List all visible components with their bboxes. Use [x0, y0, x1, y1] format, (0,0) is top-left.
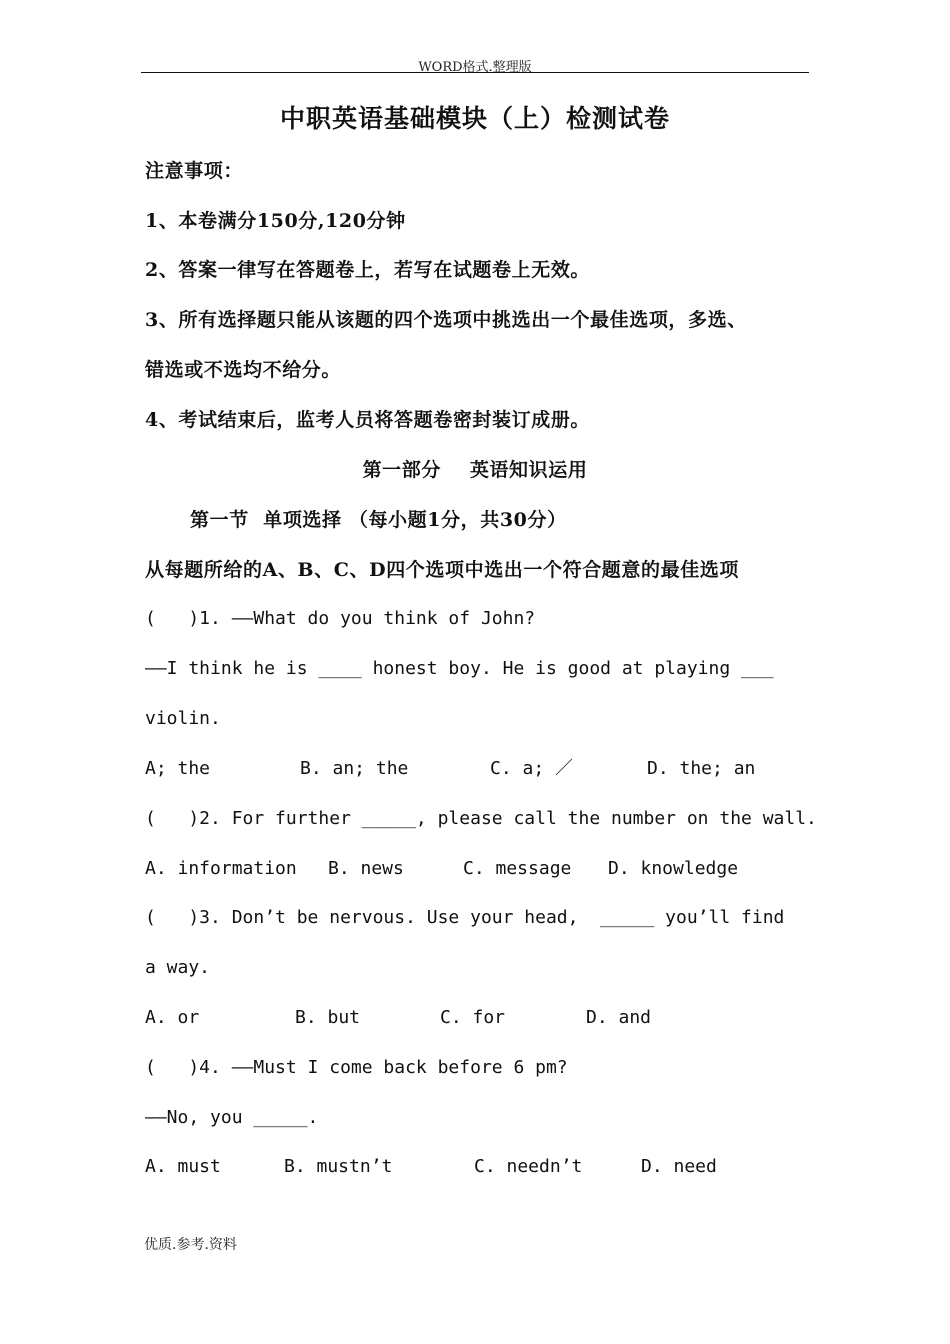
page-footer: 优质.参考.资料	[144, 1237, 237, 1253]
question-4-option-a: A. must	[145, 1156, 221, 1177]
question-3-line-2: a way.	[145, 957, 211, 978]
question-4-option-c: C. needn’t	[474, 1156, 583, 1177]
notice-heading: 注意事项：	[145, 160, 244, 182]
question-1-option-d: D. the; an	[647, 758, 756, 779]
question-2-option-d: D. knowledge	[608, 858, 739, 879]
question-1-option-b: B. an; the	[300, 758, 409, 779]
question-3-option-a: A. or	[145, 1007, 200, 1028]
question-1-option-c: C. a; ／	[490, 758, 574, 779]
question-2-stem: ( )2. For further _____, please call the number on the wall.	[145, 808, 817, 829]
section-instruction: 从每题所给的A、B、C、D四个选项中选出一个符合题意的最佳选项	[145, 559, 740, 581]
notice-item-3: 3、所有选择题只能从该题的四个选项中挑选出一个最佳选项，多选、	[145, 309, 747, 331]
question-2-option-a: A. information	[145, 858, 297, 879]
question-1-line-2: ——I think he is ____ honest boy. He is good at playing ___	[145, 658, 774, 679]
question-3-option-b: B. but	[295, 1007, 361, 1028]
question-1-stem: ( )1. ——What do you think of John?	[145, 608, 536, 629]
header-rule	[141, 72, 809, 73]
page-header: WORD格式.整理版	[418, 60, 532, 75]
question-4-option-b: B. mustn’t	[284, 1156, 393, 1177]
notice-item-3-cont: 错选或不选均不给分。	[145, 359, 342, 381]
question-3-stem: ( )3. Don’t be nervous. Use your head, _____ you’ll find	[145, 907, 785, 928]
question-2-option-b: B. news	[328, 858, 404, 879]
section-title: 第一节 单项选择 （每小题1分，共30分）	[190, 509, 567, 531]
document-title: 中职英语基础模块（上）检测试卷	[279, 104, 670, 133]
notice-item-2: 2、答案一律写在答题卷上，若写在试题卷上无效。	[145, 259, 591, 281]
question-3-option-d: D. and	[586, 1007, 652, 1028]
question-4-stem: ( )4. ——Must I come back before 6 pm?	[145, 1057, 568, 1078]
question-4-option-d: D. need	[641, 1156, 717, 1177]
notice-item-4: 4、考试结束后，监考人员将答题卷密封装订成册。	[145, 409, 591, 431]
question-1-line-3: violin.	[145, 708, 221, 729]
question-1-option-a: A; the	[145, 758, 211, 779]
question-3-option-c: C. for	[440, 1007, 506, 1028]
notice-item-1: 1、本卷满分150分,120分钟	[145, 210, 406, 232]
part-title: 第一部分 英语知识运用	[362, 459, 588, 481]
question-4-line-2: ——No, you _____.	[145, 1107, 319, 1128]
question-2-option-c: C. message	[463, 858, 572, 879]
